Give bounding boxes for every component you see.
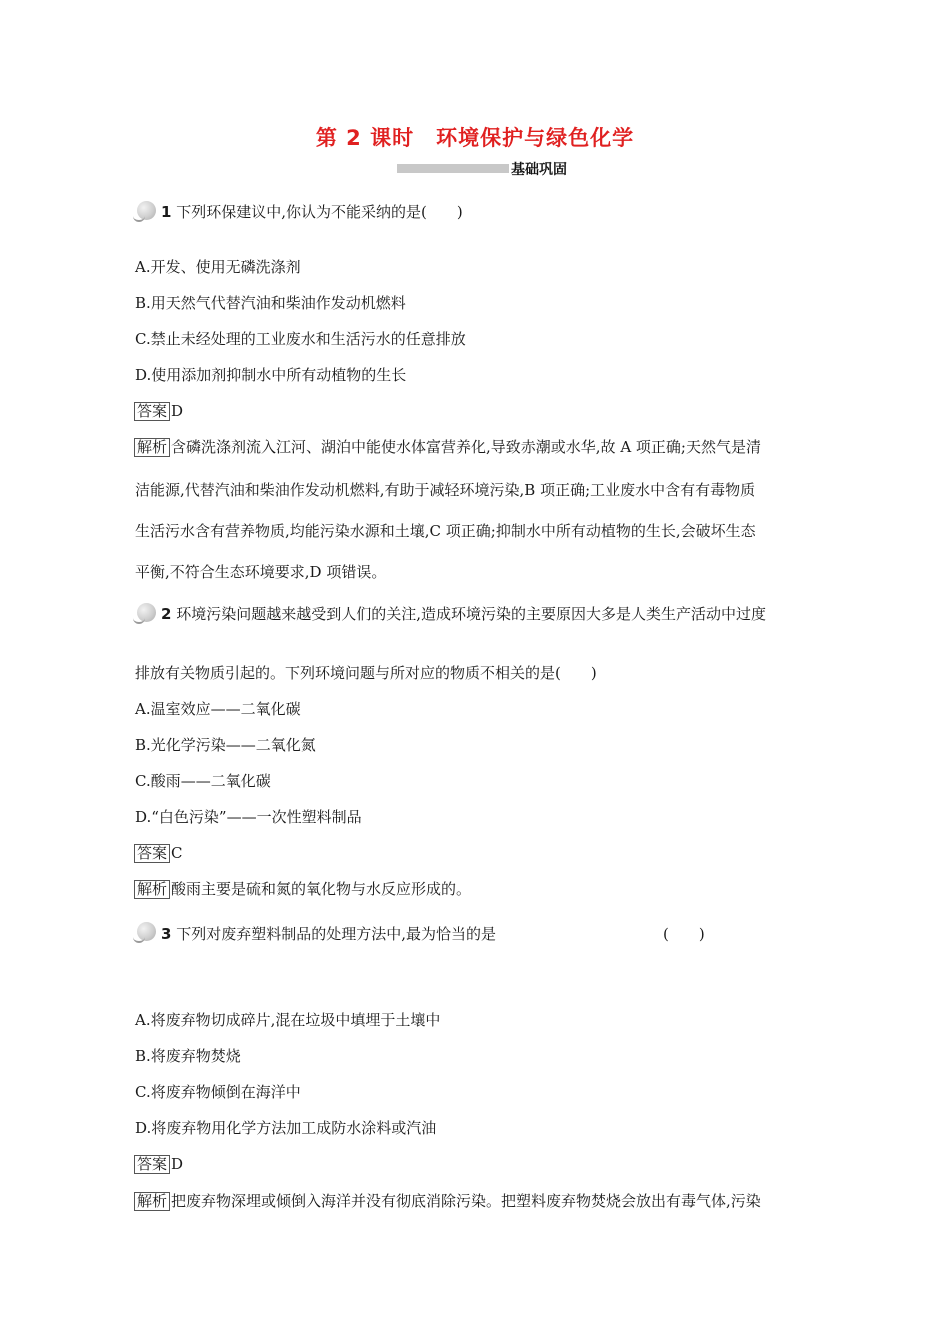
analysis-text: 含磷洗涤剂流入江河、湖泊中能使水体富营养化,导致赤潮或水华,故 A 项正确;天然气是清 [171,438,761,456]
q1-option-b: B.用天然气代替汽油和柴油作发动机燃料 [135,294,406,312]
question-text: 下列环保建议中,你认为不能采纳的是( ) [176,203,463,221]
answer-tag: 答案 [134,1155,170,1174]
analysis-tag: 解析 [134,880,170,899]
q2-option-c: C.酸雨——二氧化碳 [135,772,271,790]
lesson-title: 第 2 课时 环境保护与绿色化学 [315,126,635,150]
question-text: 下列对废弃塑料制品的处理方法中,最为恰当的是 [176,925,496,943]
q3-option-c: C.将废弃物倾倒在海洋中 [135,1083,301,1101]
q2-analysis [134,879,471,899]
question-marker-icon [137,603,156,622]
analysis-tag: 解析 [134,438,170,457]
q2-option-d: D.“白色污染”——一次性塑料制品 [135,808,362,826]
question-2-stem-line-2: 排放有关物质引起的。下列环境问题与所对应的物质不相关的是( ) [135,664,597,682]
question-3-stem [161,924,496,944]
section-bar [397,164,509,173]
q1-option-a: A.开发、使用无磷洗涤剂 [135,258,301,276]
analysis-tag: 解析 [134,1192,170,1211]
q1-analysis-line-2: 洁能源,代替汽油和柴油作发动机燃料,有助于减轻环境污染,B 项正确;工业废水中含有有毒物质 [135,481,756,499]
question-2-stem-line-1 [161,604,766,624]
q1-option-d: D.使用添加剂抑制水中所有动植物的生长 [135,366,407,384]
answer-tag: 答案 [134,402,170,421]
q3-option-d: D.将废弃物用化学方法加工成防水涂料或汽油 [135,1119,437,1137]
q3-option-a: A.将废弃物切成碎片,混在垃圾中填埋于土壤中 [135,1011,441,1029]
q2-option-b: B.光化学污染——二氧化氮 [135,736,316,754]
q1-analysis-line-1 [134,437,761,457]
answer-tag: 答案 [134,844,170,863]
question-number: 1 [161,203,172,221]
q1-analysis-line-3: 生活污水含有营养物质,均能污染水源和土壤,C 项正确;抑制水中所有动植物的生长,会破坏生态 [135,522,756,540]
section-label: 基础巩固 [511,162,567,178]
question-number: 3 [161,925,172,943]
answer-value: C [171,844,183,862]
answer-value: D [171,402,184,420]
q2-answer [134,843,183,863]
q2-option-a: A.温室效应——二氧化碳 [135,700,301,718]
q1-answer [134,401,183,421]
question-marker-icon [137,922,156,941]
analysis-text: 酸雨主要是硫和氮的氧化物与水反应形成的。 [171,880,472,898]
q3-analysis [134,1191,761,1211]
q1-analysis-line-4: 平衡,不符合生态环境要求,D 项错误。 [135,563,387,581]
q1-option-c: C.禁止未经处理的工业废水和生活污水的任意排放 [135,330,466,348]
answer-value: D [171,1155,184,1173]
q3-answer-bracket: ( ) [663,925,705,943]
question-marker-icon [137,201,156,220]
question-number: 2 [161,605,172,623]
question-1-stem [161,202,463,222]
q3-answer [134,1154,183,1174]
q3-option-b: B.将废弃物焚烧 [135,1047,241,1065]
question-text: 环境污染问题越来越受到人们的关注,造成环境污染的主要原因大多是人类生产活动中过度 [176,605,766,623]
analysis-text: 把废弃物深埋或倾倒入海洋并没有彻底消除污染。把塑料废弃物焚烧会放出有毒气体,污染 [171,1192,761,1210]
